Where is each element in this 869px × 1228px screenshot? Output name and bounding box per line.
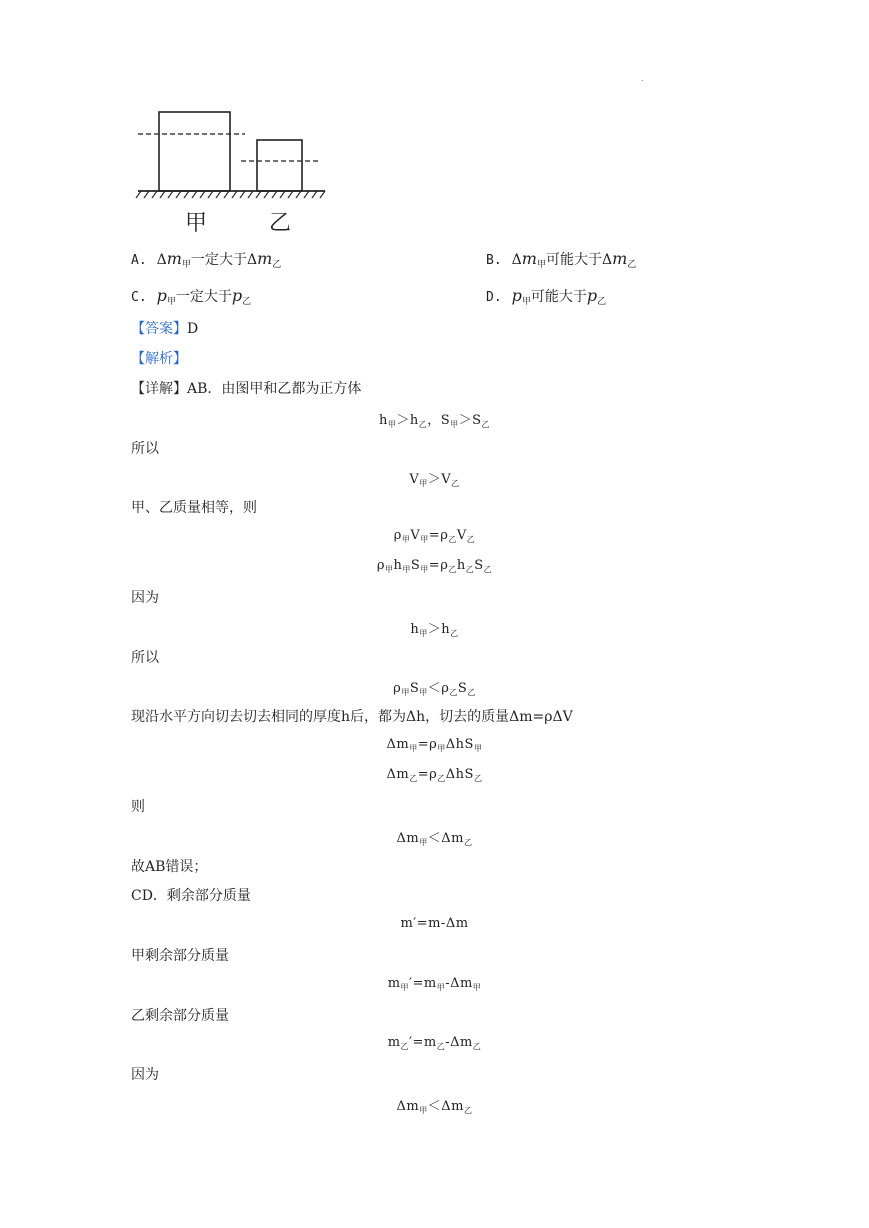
formula-11: $m_甲'=m_甲-\Delta m_甲$ xyxy=(387,976,482,992)
formula-7: $\Delta m_甲=\rho_甲\Delta hS_甲$ xyxy=(386,737,483,753)
detail-text: AB．由图甲和乙都为正方体 xyxy=(187,381,362,397)
text-line-5: 现沿水平方向切去切去相同的厚度h后，都为Δh，切去的质量Δm=ρΔV xyxy=(131,709,573,725)
option-b: B. $\Delta m_甲$可能大于$\Delta m_乙$ xyxy=(486,249,637,270)
text-line-4: 所以 xyxy=(131,650,159,666)
text-line-11: 因为 xyxy=(131,1067,159,1083)
option-c: C. $p_甲$一定大于$p_乙$ xyxy=(131,286,252,307)
formula-1: $h_甲>h_乙$，$S_甲>S_乙$ xyxy=(378,413,491,429)
ground-hatch xyxy=(136,191,325,198)
formula-3: $\rho_甲V_甲=\rho_乙V_乙$ xyxy=(393,528,476,544)
text-line-7: 故AB错误； xyxy=(131,859,208,875)
answer-tag: 【答案】 xyxy=(131,321,187,337)
cube-yi xyxy=(257,140,302,191)
detail-line xyxy=(131,378,361,398)
formula-6: $\rho_甲S_甲<\rho_乙S_乙$ xyxy=(393,681,476,697)
formula-13: $\Delta m_甲<\Delta m_乙$ xyxy=(396,1099,473,1115)
answer-line xyxy=(131,318,198,338)
option-d: D. $p_甲$可能大于$p_乙$ xyxy=(486,286,607,307)
formula-9: $\Delta m_甲<\Delta m_乙$ xyxy=(396,831,473,847)
text-line-3: 因为 xyxy=(131,590,159,606)
formula-12: $m_乙'=m_乙-\Delta m_乙$ xyxy=(387,1035,482,1051)
text-line-10: 乙剩余部分质量 xyxy=(131,1008,229,1024)
formula-5: $h_甲>h_乙$ xyxy=(410,622,459,638)
detail-tag: 【详解】 xyxy=(131,381,187,397)
text-line-1: 所以 xyxy=(131,441,159,457)
text-line-9: 甲剩余部分质量 xyxy=(131,948,229,964)
cube-jia xyxy=(159,112,230,191)
text-line-2: 甲、乙质量相等，则 xyxy=(131,500,257,516)
cubes-figure xyxy=(135,108,335,238)
answer-value: D xyxy=(187,321,199,337)
formula-10: m′=m-Δm xyxy=(400,916,469,931)
formula-4: $\rho_甲h_甲S_甲=\rho_乙h_乙S_乙$ xyxy=(376,558,493,574)
analysis-line xyxy=(131,348,187,368)
text-line-8: CD．剩余部分质量 xyxy=(131,888,251,904)
formula-8: $\Delta m_乙=\rho_乙\Delta hS_乙$ xyxy=(386,767,483,783)
page-dot: . xyxy=(641,74,644,83)
option-a: A. $\Delta m_甲$一定大于$\Delta m_乙$ xyxy=(131,249,282,270)
text-line-6: 则 xyxy=(131,799,145,815)
analysis-tag: 【解析】 xyxy=(131,351,187,367)
formula-2: $V_甲>V_乙$ xyxy=(409,472,460,488)
cubes-diagram xyxy=(135,108,335,203)
label-jia: 甲 xyxy=(185,211,208,236)
label-yi: 乙 xyxy=(269,211,292,236)
